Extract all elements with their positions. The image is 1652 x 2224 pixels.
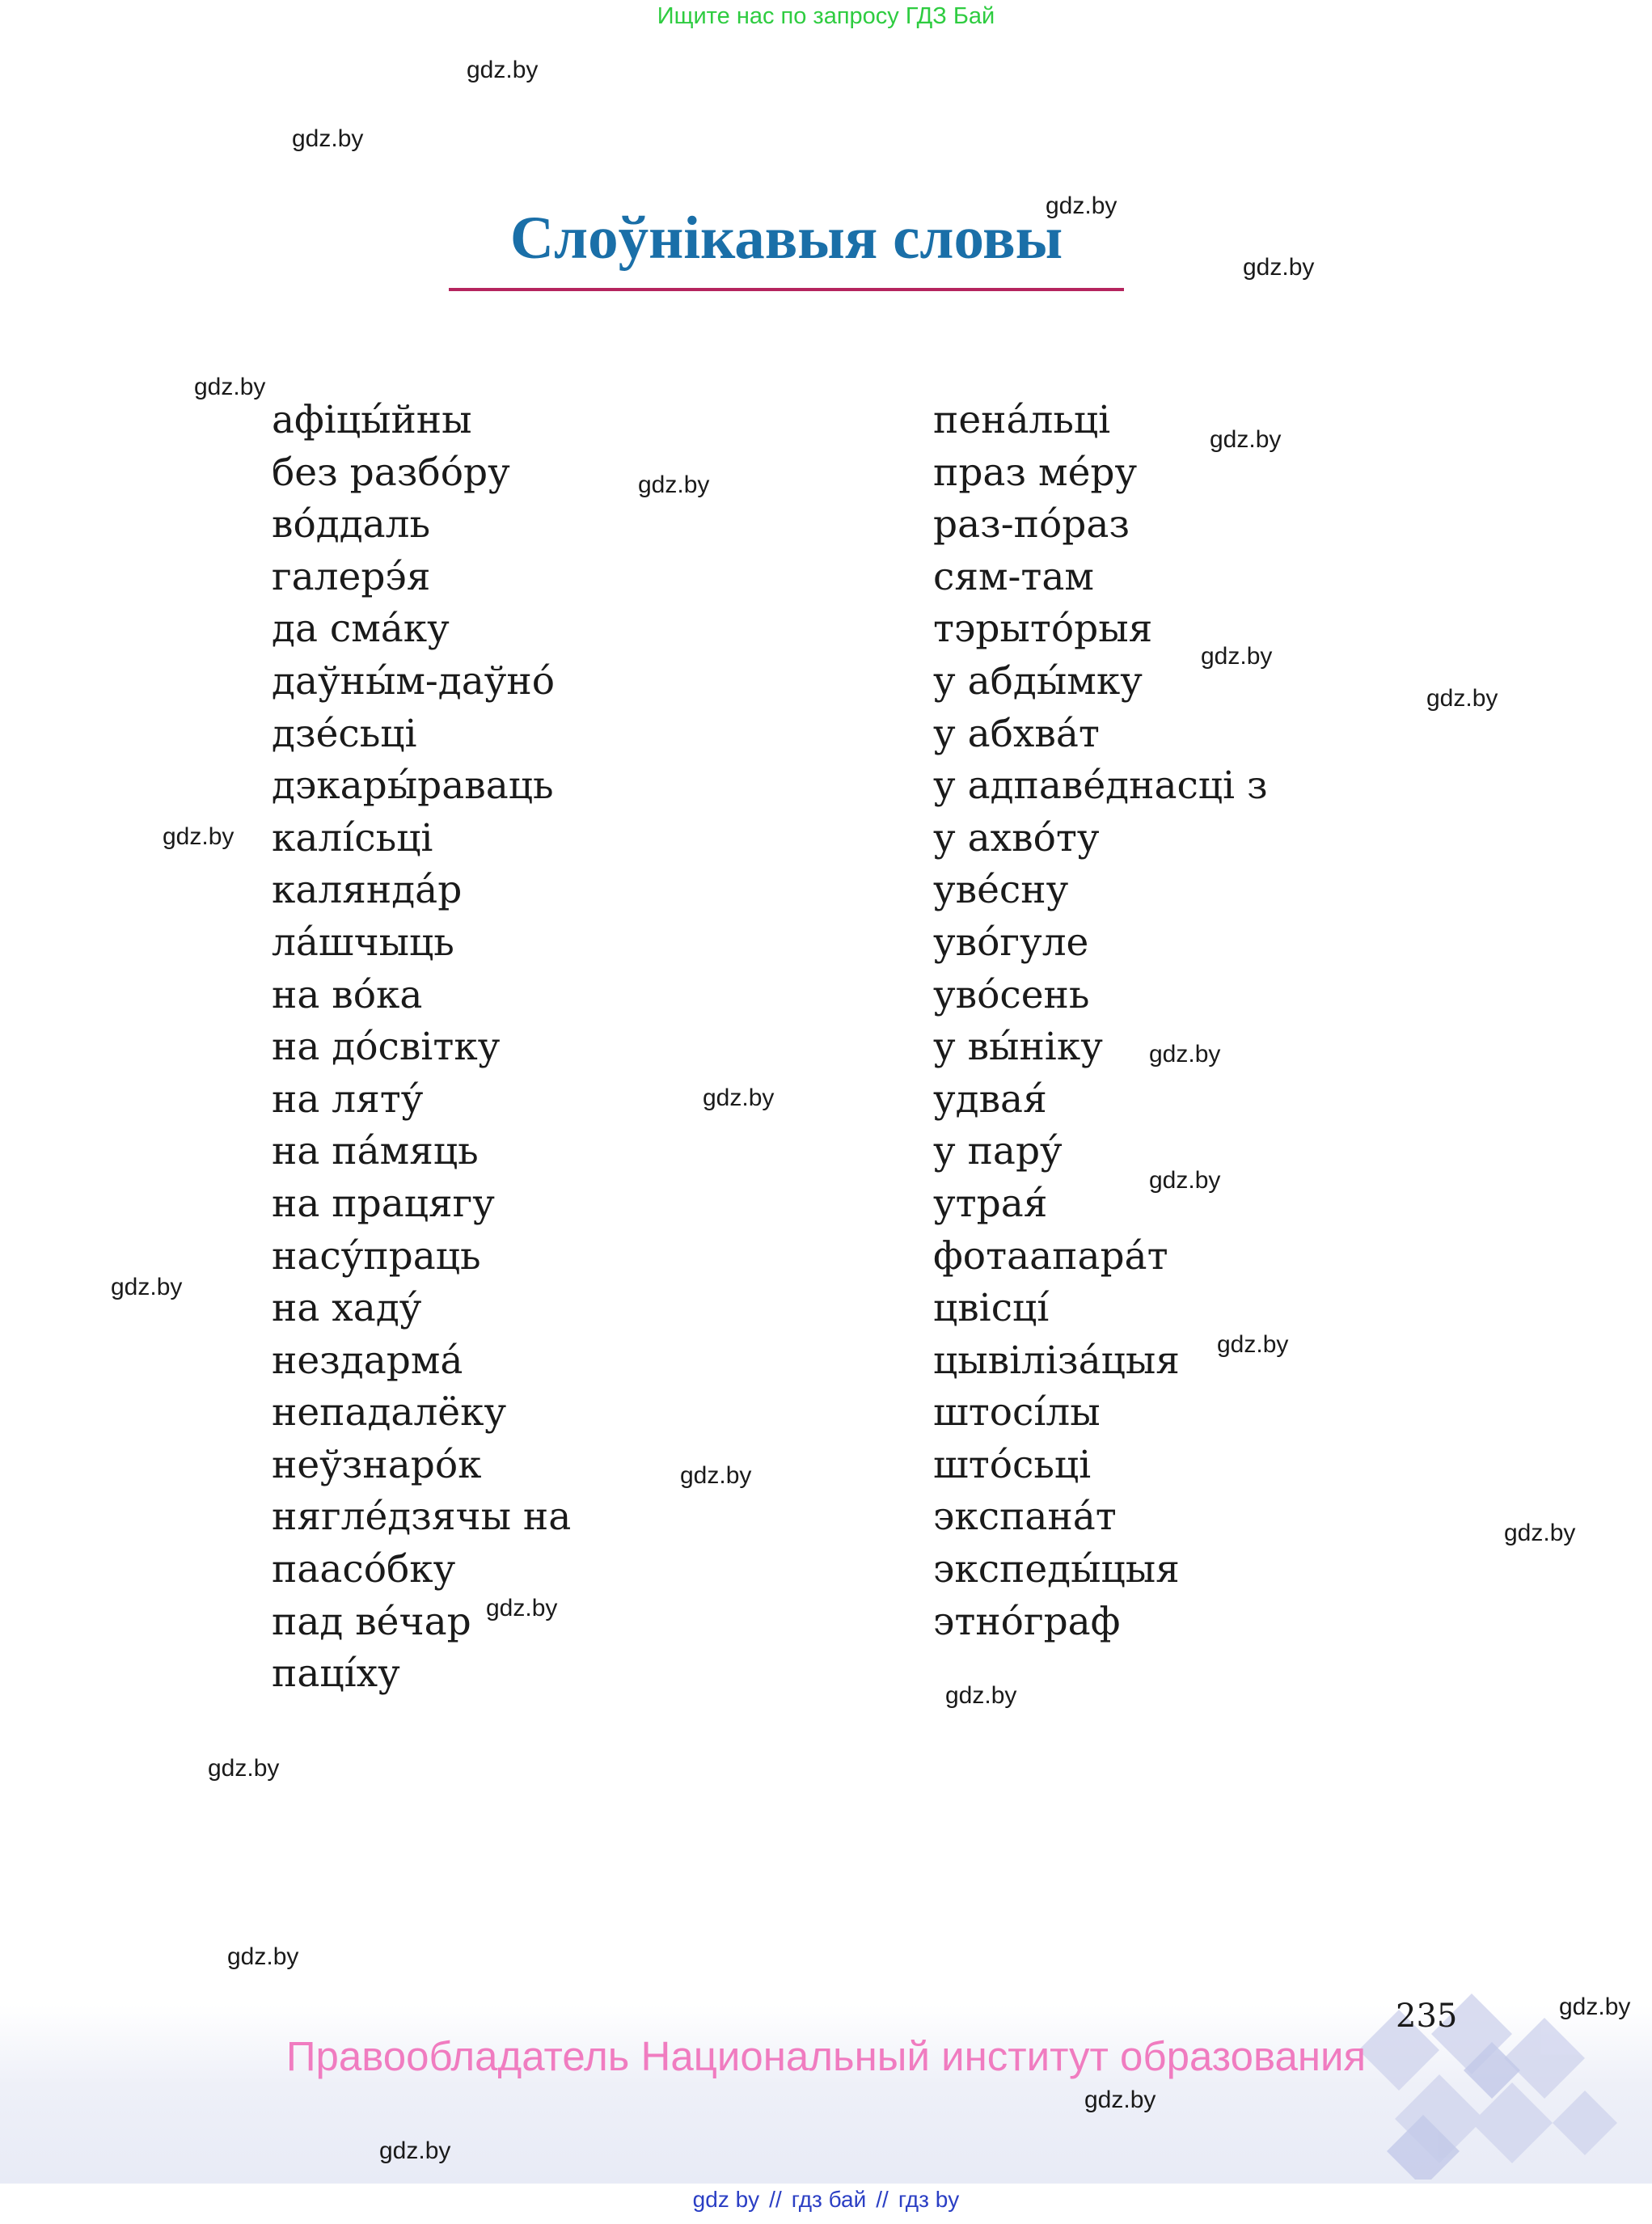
watermark: gdz.by: [1201, 643, 1273, 670]
word-item: каляндáр: [272, 868, 463, 913]
watermark: gdz.by: [1559, 1994, 1631, 2020]
word-item: уво́сень: [933, 972, 1090, 1017]
watermark: gdz.by: [467, 57, 539, 83]
word-item: на во́ка: [272, 972, 423, 1017]
word-item: паасо́бку: [272, 1547, 456, 1592]
watermark: gdz.by: [486, 1595, 558, 1621]
watermark: gdz.by: [1084, 2087, 1156, 2113]
word-item: у адпаве́днасці з: [933, 763, 1268, 809]
word-item: удвая́: [933, 1076, 1047, 1122]
word-item: у пару́: [933, 1129, 1063, 1174]
word-list-left: [272, 395, 571, 1701]
watermark: gdz.by: [1243, 254, 1315, 281]
copyright-notice: Правообладатель Национальный институт образования: [285, 2033, 1367, 2079]
watermark: gdz.by: [379, 2137, 451, 2164]
page-number: 235: [1396, 1998, 1458, 2035]
page-title: Слоўнікавыя словы: [509, 205, 1063, 272]
watermark: gdz.by: [292, 125, 364, 152]
word-item: во́ддаль: [272, 502, 431, 548]
word-item: неўзнаро́к: [272, 1442, 482, 1487]
word-item: тэрыто́рыя: [933, 607, 1153, 652]
word-list-right: [933, 395, 1268, 1648]
word-item: нягле́дзячы на: [272, 1495, 572, 1540]
word-item: праз ме́ру: [933, 450, 1138, 495]
word-item: афіцы́йны: [272, 398, 472, 442]
bottom-link-gdz-by-cyr[interactable]: гдз by: [898, 2187, 960, 2212]
watermark: gdz.by: [194, 374, 266, 400]
word-item: ла́шчыць: [272, 920, 454, 965]
word-item: калі́сьці: [272, 815, 433, 860]
word-item: у абхва́т: [933, 711, 1100, 756]
watermark: gdz.by: [1504, 1520, 1576, 1546]
word-item: пад ве́чар: [272, 1599, 471, 1644]
word-item: фотаапара́т: [933, 1233, 1168, 1279]
word-item: насу́праць: [272, 1233, 481, 1279]
word-item: штосі́лы: [933, 1390, 1101, 1435]
word-item: цывіліза́цыя: [933, 1338, 1180, 1383]
word-item: утрая́: [933, 1181, 1048, 1226]
word-item: этно́граф: [933, 1599, 1121, 1644]
watermark: gdz.by: [1426, 685, 1498, 712]
word-item: непадалёку: [272, 1390, 507, 1435]
watermark: gdz.by: [1217, 1331, 1289, 1358]
word-item: пена́льці: [933, 398, 1111, 442]
word-item: даўны́м-даўно́: [272, 658, 556, 704]
watermark: gdz.by: [227, 1943, 299, 1970]
separator: //: [876, 2187, 889, 2212]
watermark: gdz.by: [1149, 1167, 1221, 1194]
watermark: gdz.by: [1210, 426, 1282, 453]
word-item: дэкары́раваць: [272, 763, 554, 809]
word-item: экспана́т: [933, 1495, 1117, 1540]
word-item: нездарма́: [272, 1338, 463, 1383]
word-item: галерэ́я: [272, 554, 431, 599]
bottom-link-gdz-bai[interactable]: гдз бай: [791, 2187, 867, 2212]
word-item: на па́мяць: [272, 1129, 479, 1174]
word-item: на хаду́: [272, 1286, 422, 1331]
word-item: у ахво́ту: [933, 815, 1100, 860]
word-item: на до́світку: [272, 1025, 501, 1070]
watermark: gdz.by: [163, 823, 234, 850]
word-item: у вы́ніку: [933, 1025, 1103, 1070]
word-item: на ляту́: [272, 1076, 424, 1122]
bottom-links: [0, 2187, 1652, 2213]
word-item: уво́гуле: [933, 920, 1089, 965]
word-item: цвісці́: [933, 1286, 1050, 1331]
word-item: паці́ху: [272, 1651, 400, 1697]
word-item: што́сьці: [933, 1442, 1092, 1487]
word-item: раз-по́раз: [933, 502, 1130, 548]
top-banner[interactable]: Ищите нас по запросу ГДЗ Бай: [657, 3, 995, 29]
bottom-link-gdz-by[interactable]: gdz by: [692, 2187, 760, 2212]
word-item: дзе́сьці: [272, 711, 417, 756]
title-underline: [449, 288, 1124, 291]
word-item: уве́сну: [933, 868, 1069, 913]
watermark: gdz.by: [1149, 1041, 1221, 1068]
word-item: без разбо́ру: [272, 450, 510, 495]
separator: //: [769, 2187, 782, 2212]
watermark: gdz.by: [638, 471, 710, 498]
watermark: gdz.by: [208, 1755, 280, 1782]
watermark: gdz.by: [680, 1462, 752, 1489]
word-item: экспеды́цыя: [933, 1547, 1180, 1592]
watermark: gdz.by: [1046, 192, 1118, 219]
word-item: у абды́мку: [933, 658, 1143, 704]
word-item: на працягу: [272, 1181, 495, 1226]
word-item: сям-там: [933, 554, 1094, 599]
word-item: да сма́ку: [272, 607, 450, 652]
watermark: gdz.by: [111, 1274, 183, 1300]
watermark: gdz.by: [945, 1682, 1017, 1709]
watermark: gdz.by: [703, 1085, 775, 1111]
